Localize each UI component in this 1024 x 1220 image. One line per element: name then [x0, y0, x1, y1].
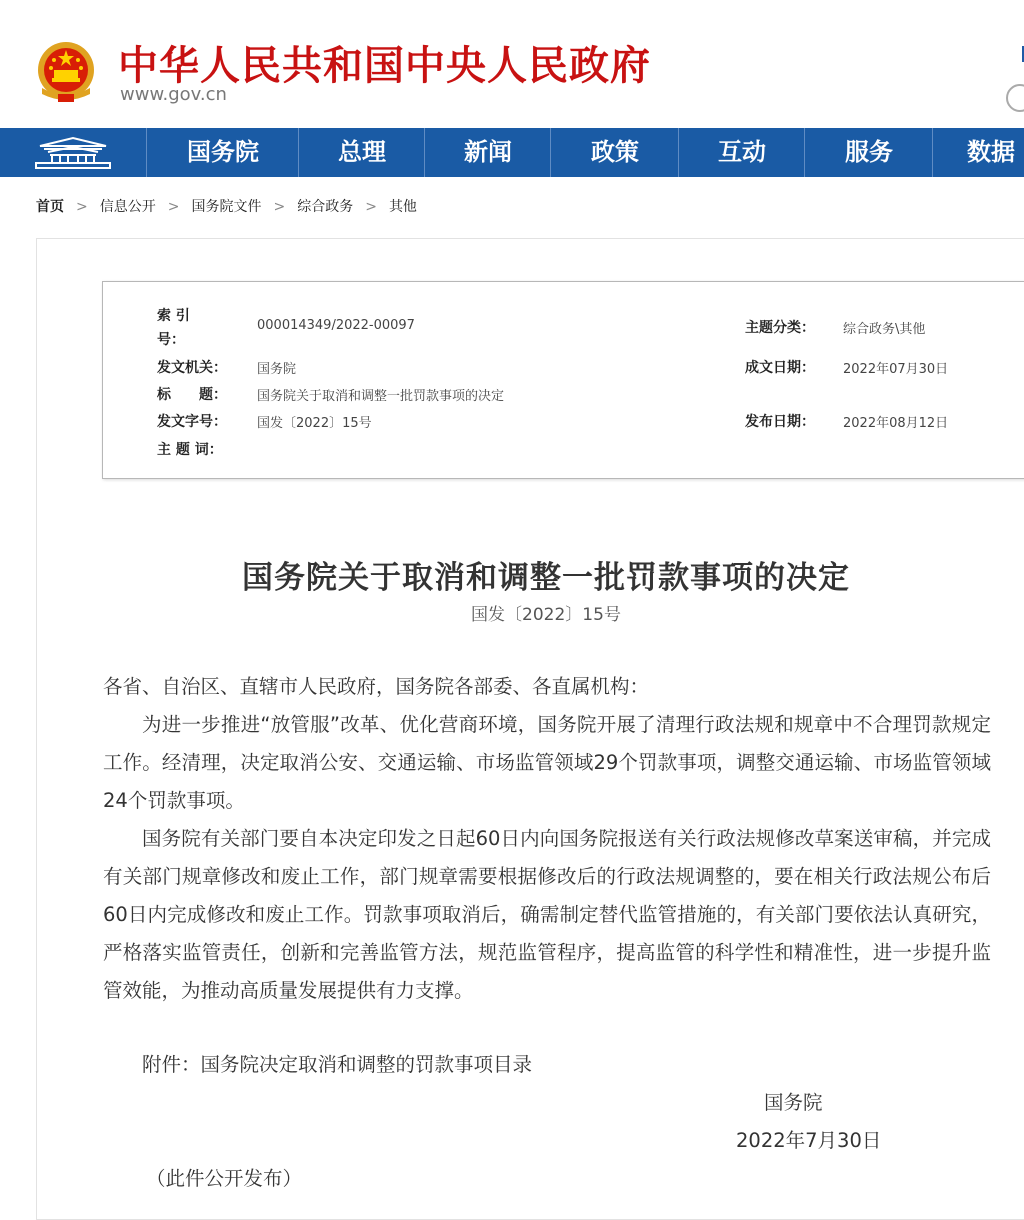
site-header — [0, 0, 1024, 128]
document-body — [103, 668, 991, 1010]
meta-index-value: 000014349/2022-00097 — [257, 318, 415, 333]
nav-item-services[interactable]: 服务 — [804, 128, 933, 177]
nav-item-policy[interactable]: 政策 — [550, 128, 679, 177]
breadcrumb-other[interactable]: 其他 — [388, 199, 417, 215]
date-block — [736, 1122, 986, 1160]
meta-docno-label: 发文字号： — [157, 414, 227, 430]
meta-published-value: 2022年08月12日 — [843, 416, 949, 431]
meta-keywords-label: 主 题 词： — [157, 442, 223, 458]
chevron-right-icon: > — [365, 199, 377, 215]
nav-item-news[interactable]: 新闻 — [424, 128, 551, 177]
breadcrumb-general-affairs[interactable]: 综合政务 — [297, 199, 354, 215]
meta-published-label: 发布日期： — [745, 414, 815, 430]
document-metadata — [102, 281, 1024, 479]
meta-title-label: 标 题： — [157, 387, 227, 403]
site-url[interactable]: www.gov.cn — [120, 84, 227, 105]
document-number: 国发〔2022〕15号 — [471, 605, 621, 625]
main-nav — [0, 128, 1024, 177]
nav-item-interaction[interactable]: 互动 — [678, 128, 805, 177]
site-title[interactable]: 中华人民共和国中央人民政府 — [118, 42, 651, 89]
signing-date: 2022年7月30日 — [736, 1129, 882, 1152]
national-emblem-icon[interactable] — [36, 40, 96, 106]
meta-title-value: 国务院关于取消和调整一批罚款事项的决定 — [257, 389, 505, 404]
note-block — [146, 1160, 546, 1198]
attachment[interactable]: 附件：国务院决定取消和调整的罚款事项目录 — [142, 1053, 533, 1076]
attachment-line — [103, 1046, 991, 1084]
paragraph-2: 国务院有关部门要自本决定印发之日起60日内向国务院报送有关行政法规修改草案送审稿，并完成有关部门规章修改和废止工作，部门规章需要根据修改后的行政法规调整的，要在相关行政法规公布后60日内完成修改和废止工作。罚款事项取消后，确需制定替代监管措施的，有关部门要依法认真研究，严格落实监管责任，创新和完善监管方法，规范监管程序，提高监管的科学性和精准性，进一步提升监管效能，为推动高质量发展提供有力支撑。 — [103, 827, 991, 1002]
meta-index-label: 索 引 号： — [157, 308, 190, 348]
signature-block — [764, 1084, 984, 1122]
meta-category-value: 综合政务\其他 — [843, 322, 926, 337]
breadcrumb — [36, 196, 417, 218]
meta-category-label: 主题分类： — [745, 320, 815, 336]
document-title: 国务院关于取消和调整一批罚款事项的决定 — [242, 560, 850, 596]
publication-note: （此件公开发布） — [146, 1167, 303, 1190]
nav-item-premier[interactable]: 总理 — [298, 128, 425, 177]
paragraph-1: 为进一步推进“放管服”改革、优化营商环境，国务院开展了清理行政法规和规章中不合理罚款规定工作。经清理，决定取消公安、交通运输、市场监管领域29个罚款事项，调整交通运输、市场监管领域24个罚款事项。 — [103, 713, 991, 812]
signature: 国务院 — [764, 1091, 823, 1114]
nav-item-data[interactable]: 数据 — [932, 128, 1024, 177]
chevron-right-icon: > — [76, 199, 88, 215]
salutation: 各省、自治区、直辖市人民政府，国务院各部委、各直属机构： — [103, 675, 650, 698]
meta-issuer-label: 发文机关： — [157, 360, 227, 376]
meta-docno-value: 国发〔2022〕15号 — [257, 416, 372, 431]
breadcrumb-info-disclosure[interactable]: 信息公开 — [99, 199, 156, 215]
meta-issuer-value: 国务院 — [257, 362, 297, 377]
chevron-right-icon: > — [167, 199, 180, 215]
tiananmen-home-icon[interactable] — [0, 128, 146, 177]
nav-item-state-council[interactable]: 国务院 — [146, 128, 299, 177]
meta-written-label: 成文日期： — [745, 360, 815, 376]
breadcrumb-home[interactable]: 首页 — [36, 199, 64, 215]
breadcrumb-council-documents[interactable]: 国务院文件 — [191, 199, 262, 215]
chevron-right-icon: > — [273, 199, 286, 215]
search-icon[interactable] — [1006, 84, 1024, 112]
meta-written-value: 2022年07月30日 — [843, 362, 949, 377]
